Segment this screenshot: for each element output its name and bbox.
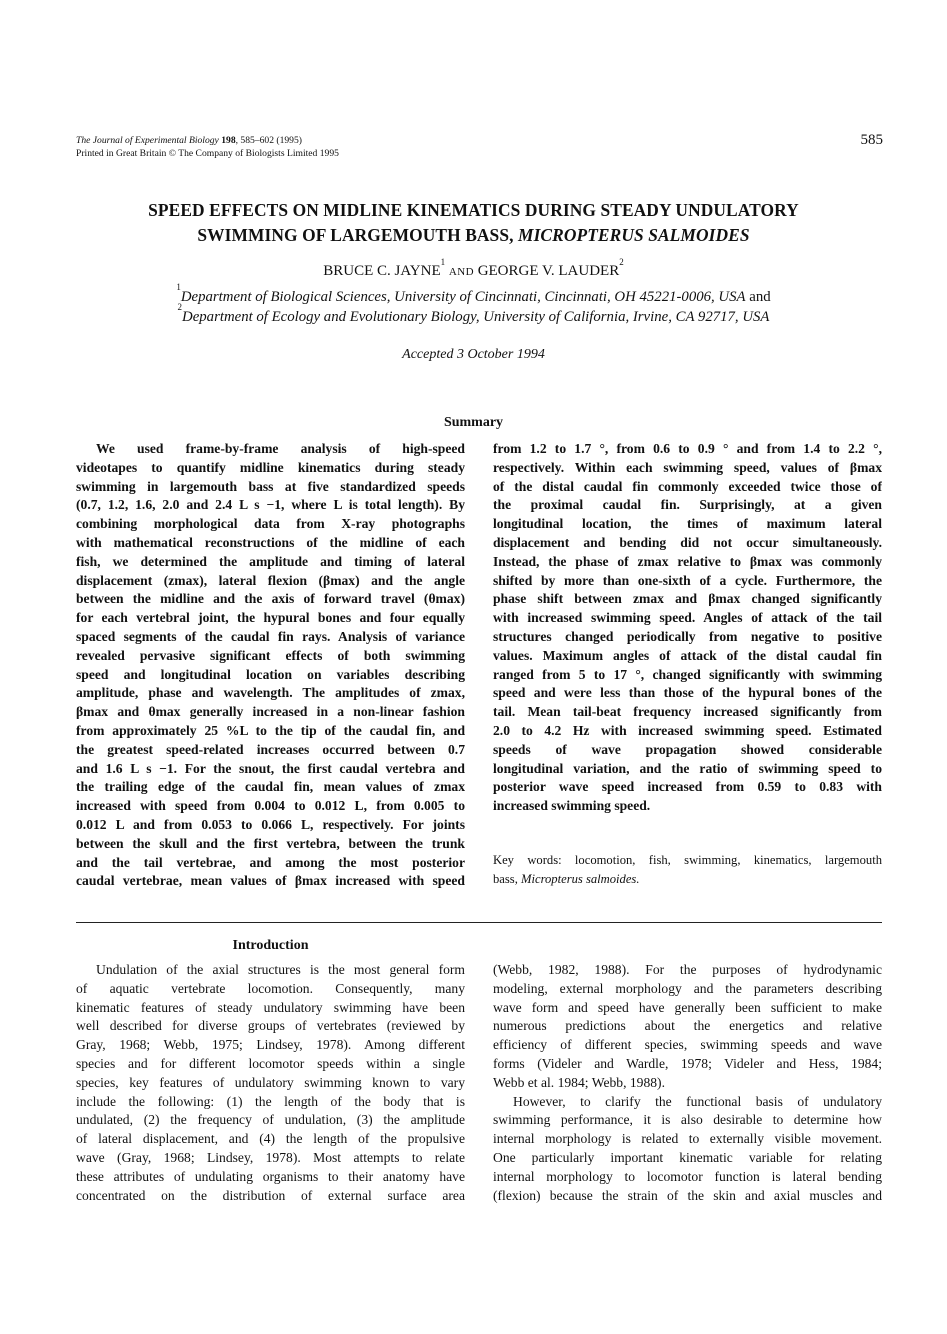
text-line: well described for diverse groups of vertebrates (reviewed by [76, 1018, 465, 1034]
title-line-2-plain: SWIMMING OF LARGEMOUTH BASS, [197, 225, 514, 245]
keywords [493, 851, 882, 888]
author-1: BRUCE C. JAYNE [323, 263, 441, 279]
section-divider [76, 922, 882, 923]
text-line: swimming performance, it is also desirable to determine how [493, 1112, 882, 1128]
text-line: Instead, the phase of zmax relative to βmax was commonly [493, 553, 882, 569]
text-line: internal morphology is related to externally visible movement. [493, 1131, 882, 1147]
text-line: tail. Mean tail-beat frequency increased significantly from [493, 704, 882, 720]
author-1-sup: 1 [440, 257, 446, 267]
text-line: with mathematical reconstructions of the midline of each [76, 534, 465, 550]
title-line-1: SPEED EFFECTS ON MIDLINE KINEMATICS DURING STEADY UNDULATORY [148, 200, 799, 220]
text-line: speed and were less than those of the hypural bones of the [493, 685, 882, 701]
title-species: MICROPTERUS SALMOIDES [518, 225, 750, 245]
text-line: caudal vertebrae, mean values of βmax increased with speed [76, 873, 465, 889]
text-line: structures changed periodically from negative to positive [493, 628, 882, 644]
author-and: AND [448, 266, 474, 278]
text-line: forms (Videler and Wardle, 1978; Videler and Hess, 1984; [493, 1055, 882, 1071]
text-line: 0.012 L and from 0.053 to 0.066 L, respectively. For joints [76, 816, 465, 832]
text-line: the trailing edge of the caudal fin, mean values of zmax [76, 779, 465, 795]
keywords-line-1: Key words: locomotion, fish, swimming, kinematics, largemouth [493, 853, 882, 867]
text-line: (Webb, 1982, 1988). For the purposes of hydrodynamic [493, 962, 882, 977]
text-line: speed and longitudinal location on variables describing [76, 666, 465, 682]
author-2-sup: 2 [619, 257, 624, 267]
journal-name: The Journal of Experimental Biology [76, 135, 219, 146]
text-line: Undulation of the axial structures is the most general form [96, 962, 465, 977]
keywords-line-2-plain: bass, [493, 871, 518, 886]
article-title [60, 198, 887, 248]
text-line: swimming in largemouth bass at five standardized speeds [76, 478, 465, 494]
text-line: concentrated on the distribution of external surface area [76, 1187, 465, 1203]
title-line-2 [60, 223, 887, 248]
summary-heading: Summary [443, 415, 504, 430]
text-line: longitudinal location, the times of maximum lateral [493, 516, 882, 532]
text-line: between the midline and the axis of forward travel (θmax) [76, 591, 465, 607]
affiliation-1-text: Department of Biological Sciences, University of Cincinnati, Cincinnati, OH 45221-0006, USA [180, 289, 746, 305]
introduction-heading: Introduction [232, 938, 309, 953]
affiliations [60, 282, 887, 327]
text-line: species, key features of undulatory swimming known to vary [76, 1074, 465, 1090]
accepted-date: Accepted 3 October 1994 [402, 347, 545, 362]
running-header [76, 135, 339, 160]
text-line: revealed pervasive significant effects of both swimming [76, 647, 465, 663]
intro-left-column [76, 961, 465, 1205]
text-line: kinematic features of steady undulatory swimming have been [76, 999, 465, 1015]
text-line: One particularly important kinematic variable for relating [493, 1149, 882, 1165]
text-line: with increased swimming speed. Angles of attack of the tail [493, 610, 882, 626]
affiliation-1-sup: 1 [176, 282, 181, 292]
keywords-species: Micropterus salmoides. [521, 871, 640, 886]
author-2: GEORGE V. LAUDER [477, 263, 620, 279]
text-line: of the distal caudal fin commonly exceeded twice those of [493, 478, 882, 494]
intro-right-column [493, 961, 882, 1205]
text-line: wave form and speed have generally been sufficient to make [493, 999, 882, 1015]
text-line: (flexion) because the strain of the skin and axial muscles and [493, 1187, 882, 1203]
affiliation-2 [60, 301, 887, 328]
text-line: phase shift between zmax and βmax changed significantly [493, 591, 882, 607]
text-line: of lateral displacement, and (4) the length of the propulsive [76, 1131, 465, 1147]
text-line: (0.7, 1.2, 1.6, 2.0 and 2.4 L s −1, where L is total length). By [76, 497, 465, 513]
summary-right-column [493, 440, 882, 816]
text-line: the greatest speed-related increases occurred between 0.7 [76, 741, 465, 757]
affiliation-2-text: Department of Ecology and Evolutionary Biology, University of California, Irvine, CA 92717, USA [182, 308, 770, 325]
text-line: wave (Gray, 1968; Lindsey, 1978). Most attempts to relate [76, 1149, 465, 1165]
text-line: values. Maximum angles of attack of the distal caudal fin [493, 647, 882, 663]
text-line: and the tail vertebrae, and among the most posterior [76, 854, 465, 870]
text-line: combining morphological data from X-ray photographs [76, 516, 465, 532]
text-line: from 1.2 to 1.7 °, from 0.6 to 0.9 ° and from 1.4 to 2.2 °, [493, 441, 882, 456]
journal-pages: , 585–602 (1995) [235, 135, 302, 146]
text-line: and 1.6 L s −1. For the snout, the first caudal vertebra and [76, 760, 465, 776]
keywords-line-2 [493, 870, 882, 889]
text-line: Gray, 1968; Webb, 1975; Lindsey, 1978). Among different [76, 1037, 465, 1053]
affiliation-2-sup: 2 [177, 301, 183, 312]
text-line: posterior wave speed increased from 0.59 to 0.83 with [493, 779, 882, 795]
summary-left-column [76, 440, 465, 891]
text-line: ranged from 5 to 17 °, changed significantly with swimming [493, 666, 882, 682]
text-line: amplitude, phase and wavelength. The amplitudes of zmax, [76, 685, 465, 701]
text-line: include the following: (1) the length of the body that is [76, 1093, 465, 1109]
journal-volume: 198 [221, 135, 236, 146]
text-line: the proximal caudal fin. Surprisingly, at a given [493, 497, 882, 513]
text-line: from approximately 25 %L to the tip of the caudal fin, and [76, 722, 465, 738]
text-line: shifted by more than one-sixth of a cycle. Furthermore, the [493, 572, 882, 588]
text-line: undulated, (2) the frequency of undulation, (3) the amplitude [76, 1112, 465, 1128]
journal-citation [76, 135, 339, 148]
text-line: numerous predictions about the energetics and relative [493, 1018, 882, 1034]
text-line: Webb et al. 1984; Webb, 1988). [493, 1074, 665, 1090]
text-line: species and for different locomotor speeds within a single [76, 1055, 465, 1071]
text-line: fish, we determined the amplitude and timing of lateral [76, 553, 465, 569]
printed-line: Printed in Great Britain © The Company of Biologists Limited 1995 [76, 147, 339, 159]
text-line: between the skull and the first vertebra, between the trunk [76, 835, 465, 851]
author-list [60, 257, 887, 280]
text-line: videotapes to quantify midline kinematics during steady [76, 459, 465, 475]
text-line: longitudinal variation, and the ratio of swimming speed to [493, 760, 882, 776]
text-line: spaced segments of the caudal fin rays. Analysis of variance [76, 628, 465, 644]
text-line: We used frame-by-frame analysis of high-speed [96, 441, 465, 456]
text-line: for each vertebral joint, the hypural bones and four equally [76, 610, 465, 626]
text-line: these attributes of undulating organisms to their anatomy have [76, 1168, 465, 1184]
text-line: displacement (zmax), lateral flexion (βmax) and the angle [76, 572, 465, 588]
text-line: βmax and θmax generally increased in a non-linear fashion [76, 704, 465, 720]
text-line: respectively. Within each swimming speed, values of βmax [493, 459, 882, 475]
text-line: efficiency of different species, swimming speeds and wave [493, 1037, 882, 1053]
affiliation-and: and [749, 289, 771, 305]
text-line: speeds of wave propagation showed considerable [493, 741, 882, 757]
text-line: modeling, external morphology and the parameters describing [493, 980, 882, 996]
text-line: increased swimming speed. [493, 798, 651, 814]
page-number: 585 [860, 132, 883, 148]
affiliation-1 [60, 282, 887, 308]
text-line: internal morphology to locomotor function is lateral bending [493, 1168, 882, 1184]
text-line: of aquatic vertebrate locomotion. Consequently, many [76, 980, 465, 996]
text-line: displacement and bending did not occur simultaneously. [493, 534, 882, 550]
text-line: 2.0 to 4.2 Hz with increased swimming speed. Estimated [493, 722, 882, 738]
text-line: increased with speed from 0.004 to 0.012 L, from 0.005 to [76, 798, 465, 814]
text-line: However, to clarify the functional basis of undulatory [513, 1093, 882, 1109]
